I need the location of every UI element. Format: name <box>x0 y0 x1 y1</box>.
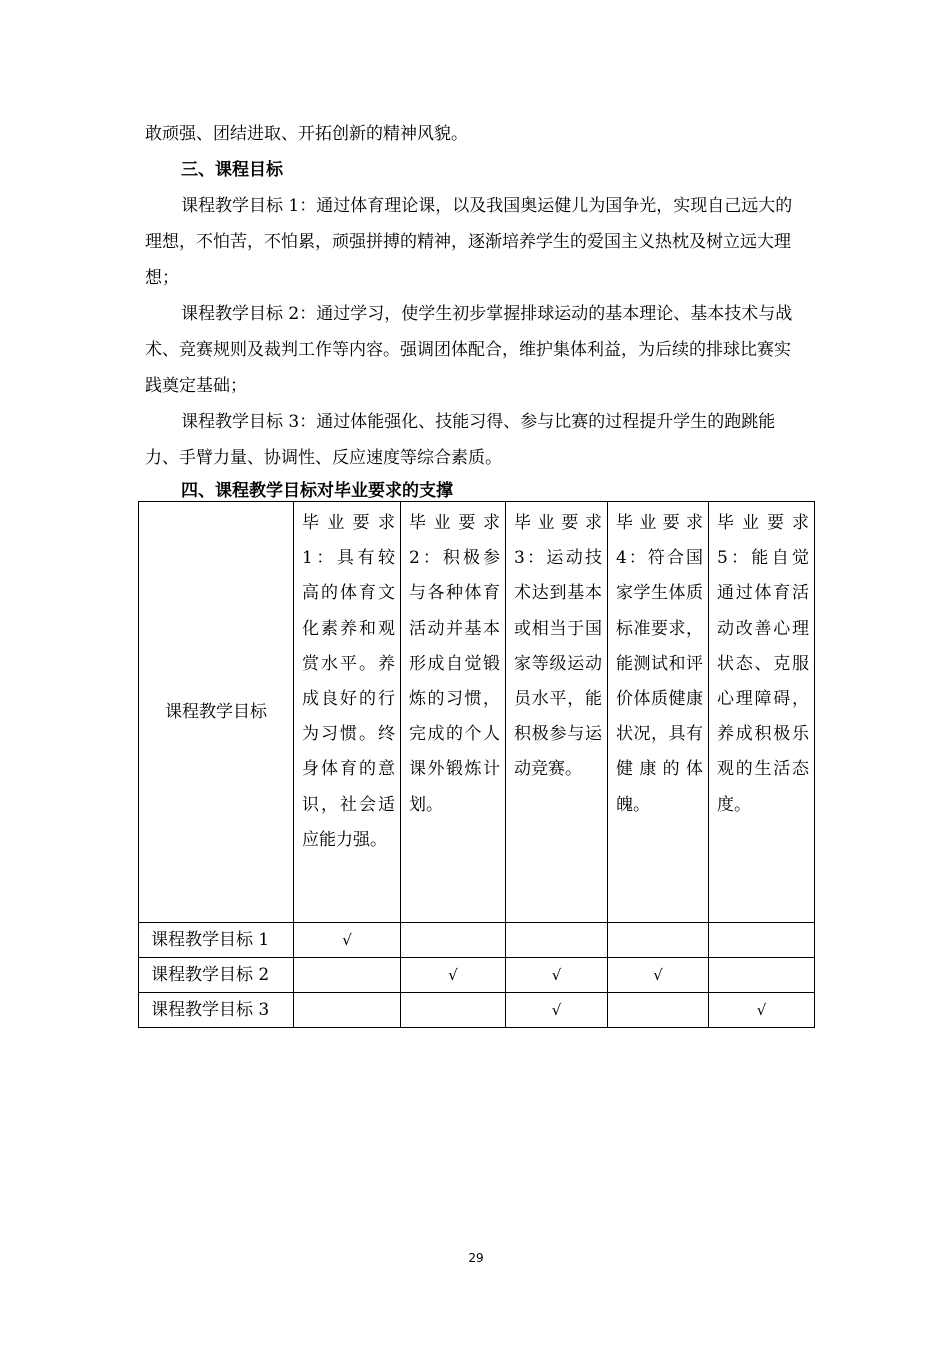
check-mark: √ <box>401 958 506 993</box>
check-mark <box>608 993 709 1028</box>
goal-1-paragraph: 课程教学目标 1：通过体育理论课，以及我国奥运健儿为国争光，实现自己远大的理想，不怕苦，不怕累，顽强拼搏的精神，逐渐培养学生的爱国主义热枕及树立远大理想； <box>145 196 793 288</box>
check-mark <box>506 923 608 958</box>
goal-3-paragraph: 课程教学目标 3：通过体能强化、技能习得、参与比赛的过程提升学生的跑跳能力、手臂力量、协调性、反应速度等综合素质。 <box>145 412 776 468</box>
document-body <box>145 116 805 506</box>
requirement-5-header: 毕业要求5：能自觉通过体育活动改善心理状态、克服心理障碍，养成积极乐观的生活态度。 <box>709 502 815 923</box>
check-mark: √ <box>608 958 709 993</box>
goal-2-paragraph: 课程教学目标 2：通过学习，使学生初步掌握排球运动的基本理论、基本技术与战术、竞赛规则及裁判工作等内容。强调团体配合，维护集体利益，为后续的排球比赛实践奠定基础； <box>145 304 793 396</box>
requirement-4-header: 毕业要求4：符合国家学生体质标准要求，能测试和评价体质健康状况，具有健康的体魄。 <box>608 502 709 923</box>
section-4-heading: 四、课程教学目标对毕业要求的支撑 <box>181 481 453 501</box>
corner-label: 课程教学目标 <box>139 502 294 923</box>
check-mark <box>608 923 709 958</box>
check-mark <box>401 993 506 1028</box>
check-mark: √ <box>709 993 815 1028</box>
table-row <box>139 923 815 958</box>
requirement-1-header: 毕业要求1：具有较高的体育文化素养和观赏水平。养成良好的行为习惯。终身体育的意识，社会适应能力强。 <box>294 502 401 923</box>
table-row <box>139 993 815 1028</box>
row-label: 课程教学目标 3 <box>139 993 294 1028</box>
check-mark <box>294 993 401 1028</box>
page-number: 29 <box>468 1251 484 1265</box>
row-label: 课程教学目标 2 <box>139 958 294 993</box>
check-mark: √ <box>506 958 608 993</box>
table-row <box>139 958 815 993</box>
table-header-row <box>139 502 815 923</box>
check-mark <box>401 923 506 958</box>
check-mark: √ <box>294 923 401 958</box>
check-mark <box>709 958 815 993</box>
intro-line: 敢顽强、团结进取、开拓创新的精神风貌。 <box>145 124 468 144</box>
requirement-3-header: 毕业要求3：运动技术达到基本或相当于国家等级运动员水平，能积极参与运动竞赛。 <box>506 502 608 923</box>
check-mark <box>709 923 815 958</box>
check-mark <box>294 958 401 993</box>
goals-requirements-table <box>138 501 815 1028</box>
row-label: 课程教学目标 1 <box>139 923 294 958</box>
requirement-2-header: 毕业要求2：积极参与各种体育活动并基本形成自觉锻炼的习惯，完成的个人课外锻炼计划。 <box>401 502 506 923</box>
section-3-heading: 三、课程目标 <box>181 160 283 180</box>
check-mark: √ <box>506 993 608 1028</box>
